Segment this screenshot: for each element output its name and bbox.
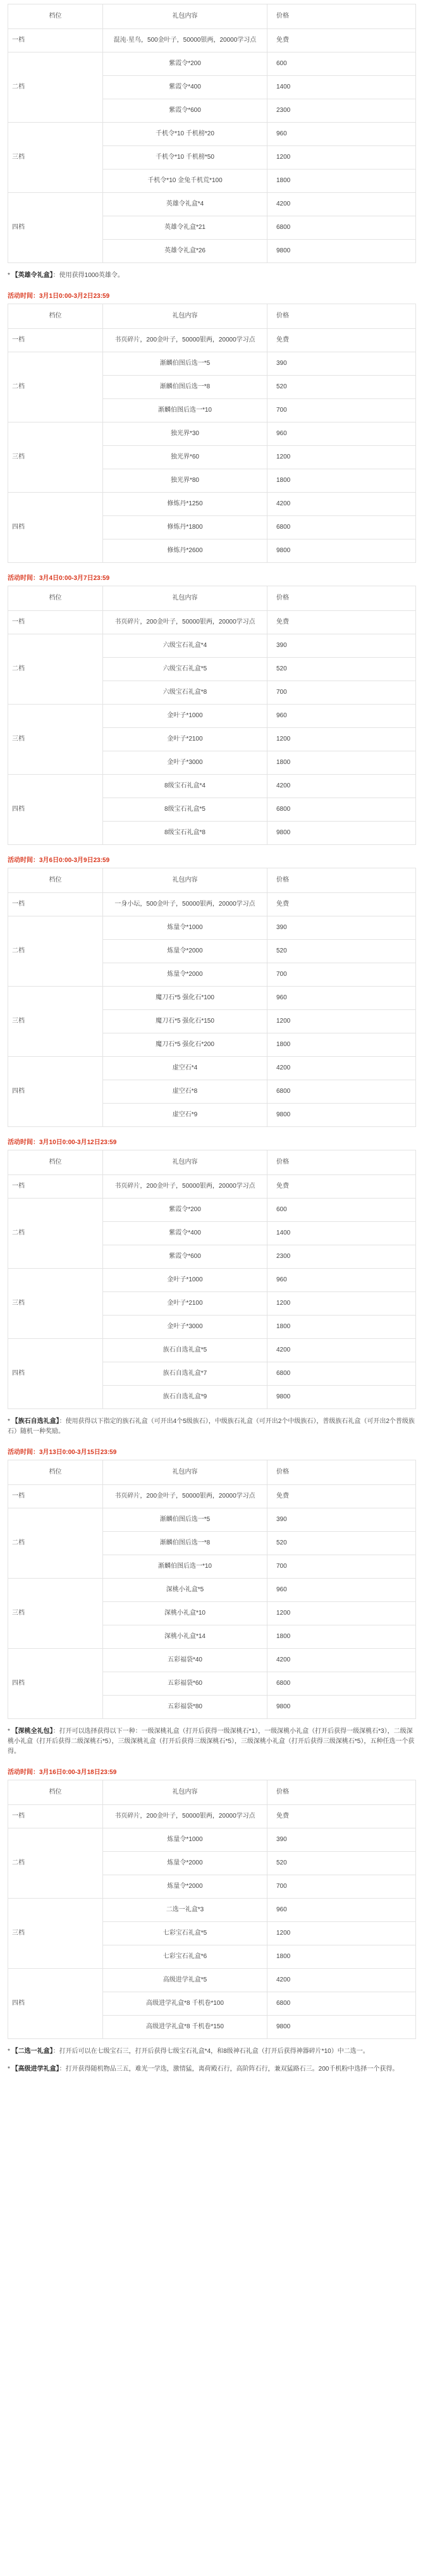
grade-cell: 一档: [8, 1175, 103, 1199]
content-cell: 独光界*80: [103, 469, 267, 493]
grade-cell: 三档: [8, 1899, 103, 1969]
price-cell: 6800: [267, 1672, 416, 1696]
price-cell: 免费: [267, 329, 416, 352]
content-cell: 虚空石*4: [103, 1057, 267, 1080]
content-cell: 一身小坛，500金叶子，50000银两，20000学习点: [103, 893, 267, 916]
grade-cell: 二档: [8, 916, 103, 987]
grade-cell: 一档: [8, 29, 103, 52]
grade-cell: 二档: [8, 1508, 103, 1579]
note-text: ：打开获得随机物品三五，难光一学选，激情猛，离荷殿石行，高阶阵石行，兼双猛路石三。200千机粉中选择一个获得。: [59, 2066, 399, 2073]
price-cell: 700: [267, 963, 416, 987]
event-time-title: 活动时间：3月13日0:00-3月15日23:59: [8, 1449, 117, 1456]
table-row: [8, 52, 416, 76]
price-cell: 1200: [267, 146, 416, 169]
event-time-title: 活动时间：3月4日0:00-3月7日23:59: [8, 575, 110, 582]
grade-cell: 四档: [8, 1339, 103, 1409]
grade-cell: 二档: [8, 52, 103, 123]
content-cell: 8级宝石礼盒*4: [103, 775, 267, 798]
price-cell: 600: [267, 1199, 416, 1222]
header-price: 价格: [267, 1780, 416, 1805]
content-cell: 英雄令礼盒*21: [103, 216, 267, 240]
price-cell: 9800: [267, 1696, 416, 1719]
price-cell: 960: [267, 422, 416, 446]
price-cell: 免费: [267, 893, 416, 916]
price-cell: 2300: [267, 99, 416, 123]
content-cell: 魔刀石*5 强化石*200: [103, 1033, 267, 1057]
grade-cell: 四档: [8, 775, 103, 845]
grade-cell: 一档: [8, 329, 103, 352]
grade-cell: 二档: [8, 352, 103, 422]
price-cell: 700: [267, 1875, 416, 1899]
note-label: 【高级进学礼盒】: [11, 2066, 59, 2073]
item-note: * 【英雄令礼盒】：使用获得1000英雄令。: [8, 272, 124, 279]
grade-cell: 三档: [8, 1269, 103, 1339]
content-cell: 六级宝石礼盒*5: [103, 658, 267, 681]
header-grade: 档位: [8, 1150, 103, 1175]
table-header-row: [8, 1150, 416, 1175]
content-cell: 五彩福袋*60: [103, 1672, 267, 1696]
table-header-row: [8, 1460, 416, 1485]
gift-section: [8, 1136, 415, 1437]
content-cell: 紫霞令*200: [103, 52, 267, 76]
content-cell: 虚空石*9: [103, 1104, 267, 1127]
price-cell: 700: [267, 399, 416, 422]
price-cell: 4200: [267, 1057, 416, 1080]
gift-table: [8, 586, 416, 845]
content-cell: 紫霞令*400: [103, 76, 267, 99]
price-cell: 960: [267, 705, 416, 728]
content-cell: 千机令*10 千机榜*50: [103, 146, 267, 169]
grade-cell: 四档: [8, 1969, 103, 2039]
table-row: [8, 1485, 416, 1508]
content-cell: 炼量令*1000: [103, 916, 267, 940]
content-cell: 炼量令*2000: [103, 963, 267, 987]
header-price: 价格: [267, 868, 416, 893]
price-cell: 9800: [267, 1104, 416, 1127]
content-cell: 书页碎片，200金叶子，50000银两，20000学习点: [103, 1485, 267, 1508]
event-time-title: 活动时间：3月10日0:00-3月12日23:59: [8, 1139, 117, 1146]
content-cell: 族石自选礼盒*7: [103, 1362, 267, 1386]
table-row: [8, 1805, 416, 1828]
table-row: [8, 123, 416, 146]
table-row: [8, 916, 416, 940]
content-cell: 五彩福袋*40: [103, 1649, 267, 1672]
grade-cell: 二档: [8, 1199, 103, 1269]
content-cell: 修炼丹*1800: [103, 516, 267, 539]
item-note: * 【族石自选礼盒】：使用获得以下指定的族石礼盒（可开出4个5级族石），中级族石礼盒（可开出2个中级族石），普级族石礼盒（可开出2个普级族石）随机一种奖励。: [8, 1418, 415, 1435]
content-cell: 英雄令礼盒*4: [103, 193, 267, 216]
note-text: ：使用获得以下指定的族石礼盒（可开出4个5级族石），中级族石礼盒（可开出2个中级族石），普级族石礼盒（可开出2个普级族石）随机一种奖励。: [8, 1418, 415, 1435]
content-cell: 混沌·星鸟，500金叶子，50000银两，20000学习点: [103, 29, 267, 52]
note-label: 【深桃全礼包】: [11, 1728, 53, 1735]
header-price: 价格: [267, 1150, 416, 1175]
header-grade: 档位: [8, 1780, 103, 1805]
table-header-row: [8, 304, 416, 329]
price-cell: 免费: [267, 29, 416, 52]
price-cell: 1400: [267, 76, 416, 99]
grade-cell: 二档: [8, 1828, 103, 1899]
event-time-title: 活动时间：3月6日0:00-3月9日23:59: [8, 857, 110, 864]
table-row: [8, 775, 416, 798]
price-cell: 4200: [267, 1649, 416, 1672]
table-row: [8, 1899, 416, 1922]
content-cell: 高级进学礼盒*8 千机卷*150: [103, 2016, 267, 2039]
content-cell: 紫霞令*600: [103, 99, 267, 123]
content-cell: 修炼丹*2600: [103, 539, 267, 563]
content-cell: 高级进学礼盒*5: [103, 1969, 267, 1992]
grade-cell: 三档: [8, 705, 103, 775]
price-cell: 9800: [267, 2016, 416, 2039]
content-cell: 独光界*60: [103, 446, 267, 469]
grade-cell: 四档: [8, 193, 103, 263]
price-cell: 1200: [267, 1292, 416, 1316]
table-row: [8, 893, 416, 916]
note-text: ：打开后可以在七级宝石三，打开后获得七级宝石礼盒*4，和8级神石礼盒（打开后获得神器碎片*10）中二选一。: [52, 2048, 369, 2055]
table-header-row: [8, 1780, 416, 1805]
content-cell: 虚空石*8: [103, 1080, 267, 1104]
table-header-row: [8, 868, 416, 893]
price-cell: 免费: [267, 1485, 416, 1508]
table-row: [8, 1508, 416, 1532]
price-cell: 390: [267, 1508, 416, 1532]
content-cell: 书页碎片，200金叶子，50000银两，20000学习点: [103, 611, 267, 634]
content-cell: 金叶子*1000: [103, 705, 267, 728]
price-cell: 6800: [267, 1362, 416, 1386]
note-label: 【英雄令礼盒】: [11, 272, 53, 279]
content-cell: 渐麟伯图后选一*8: [103, 1532, 267, 1555]
content-cell: 8级宝石礼盒*8: [103, 822, 267, 845]
content-cell: 金叶子*3000: [103, 1316, 267, 1339]
price-cell: 1200: [267, 1010, 416, 1033]
item-note: * 【深桃全礼包】：打开可以选择获得以下一种：一级深桃礼盒（打开后获得一级深桃石*1），一级深桃小礼盒（打开后获得一级深桃石*3），二级深桃小礼盒（打开后获得二级深桃石*5），三级深桃礼盒（打开后获得三级深桃石*5），三级深桃小礼盒（打开后获得三级深桃石*5），五种任选一个获得。: [8, 1728, 415, 1755]
grade-cell: 三档: [8, 123, 103, 193]
price-cell: 960: [267, 1269, 416, 1292]
content-cell: 书页碎片，200金叶子，50000银两，20000学习点: [103, 1805, 267, 1828]
content-cell: 英雄令礼盒*26: [103, 240, 267, 263]
price-cell: 2300: [267, 1245, 416, 1269]
note-text: ：使用获得1000英雄令。: [52, 272, 124, 279]
content-cell: 高级进学礼盒*8 千机卷*100: [103, 1992, 267, 2016]
price-cell: 6800: [267, 798, 416, 822]
price-cell: 1800: [267, 1625, 416, 1649]
content-cell: 七彩宝石礼盒*5: [103, 1922, 267, 1945]
table-row: [8, 1057, 416, 1080]
price-cell: 960: [267, 987, 416, 1010]
price-cell: 390: [267, 916, 416, 940]
price-cell: 6800: [267, 1080, 416, 1104]
price-cell: 4200: [267, 775, 416, 798]
grade-cell: 三档: [8, 987, 103, 1057]
item-note: * 【高级进学礼盒】：打开获得随机物品三五，难光一学选，激情猛，离荷殿石行，高阶阵石行，兼双猛路石三。200千机粉中选择一个获得。: [8, 2066, 399, 2073]
header-content: 礼包内容: [103, 304, 267, 329]
gift-section: [8, 854, 415, 1127]
grade-cell: 四档: [8, 1649, 103, 1719]
price-cell: 1200: [267, 446, 416, 469]
content-cell: 炼量令*1000: [103, 1828, 267, 1852]
content-cell: 深桃小礼盒*14: [103, 1625, 267, 1649]
header-content: 礼包内容: [103, 1460, 267, 1485]
table-row: [8, 634, 416, 658]
gift-section: [8, 572, 415, 845]
note-label: 【二选一礼盒】: [11, 2048, 53, 2055]
content-cell: 族石自选礼盒*9: [103, 1386, 267, 1409]
header-content: 礼包内容: [103, 1780, 267, 1805]
content-cell: 渐麟伯图后选一*10: [103, 1555, 267, 1579]
header-price: 价格: [267, 4, 416, 29]
price-cell: 9800: [267, 240, 416, 263]
content-cell: 魔刀石*5 强化石*150: [103, 1010, 267, 1033]
price-cell: 4200: [267, 193, 416, 216]
item-note: * 【二选一礼盒】：打开后可以在七级宝石三，打开后获得七级宝石礼盒*4，和8级神石礼盒（打开后获得神器碎片*10）中二选一。: [8, 2048, 369, 2055]
table-row: [8, 352, 416, 376]
price-cell: 960: [267, 1899, 416, 1922]
price-cell: 520: [267, 1852, 416, 1875]
content-cell: 独光界*30: [103, 422, 267, 446]
content-cell: 二选一礼盒*3: [103, 1899, 267, 1922]
content-cell: 紫霞令*600: [103, 1245, 267, 1269]
content-cell: 炼量令*2000: [103, 940, 267, 963]
price-cell: 390: [267, 634, 416, 658]
grade-cell: 三档: [8, 1579, 103, 1649]
price-cell: 520: [267, 658, 416, 681]
price-cell: 免费: [267, 1805, 416, 1828]
price-cell: 520: [267, 940, 416, 963]
table-row: [8, 1828, 416, 1852]
table-row: [8, 1269, 416, 1292]
grade-cell: 三档: [8, 422, 103, 493]
gift-table: [8, 1150, 416, 1409]
table-row: [8, 987, 416, 1010]
table-row: [8, 193, 416, 216]
price-cell: 1800: [267, 1945, 416, 1969]
content-cell: 七彩宝石礼盒*6: [103, 1945, 267, 1969]
content-cell: 8级宝石礼盒*5: [103, 798, 267, 822]
table-row: [8, 29, 416, 52]
table-row: [8, 422, 416, 446]
header-grade: 档位: [8, 4, 103, 29]
gift-table: [8, 4, 416, 263]
event-time-title: 活动时间：3月1日0:00-3月2日23:59: [8, 293, 110, 300]
header-grade: 档位: [8, 868, 103, 893]
price-cell: 390: [267, 352, 416, 376]
content-cell: 六级宝石礼盒*8: [103, 681, 267, 705]
header-content: 礼包内容: [103, 1150, 267, 1175]
price-cell: 700: [267, 681, 416, 705]
price-cell: 9800: [267, 1386, 416, 1409]
price-cell: 390: [267, 1828, 416, 1852]
price-cell: 520: [267, 1532, 416, 1555]
price-cell: 600: [267, 52, 416, 76]
note-text: ：打开可以选择获得以下一种：一级深桃礼盒（打开后获得一级深桃石*1），一级深桃小礼盒（打开后获得一级深桃石*3），二级深桃小礼盒（打开后获得二级深桃石*5），三级深桃礼盒（打开后获得三级深桃石*5），三级深桃小礼盒（打开后获得三级深桃石*5），五种任选一个获得。: [8, 1728, 415, 1755]
gift-section: [8, 4, 415, 281]
content-cell: 魔刀石*5 强化石*100: [103, 987, 267, 1010]
header-content: 礼包内容: [103, 868, 267, 893]
table-row: [8, 1175, 416, 1199]
table-row: [8, 611, 416, 634]
price-cell: 520: [267, 376, 416, 399]
content-cell: 炼量令*2000: [103, 1875, 267, 1899]
content-cell: 深桃小礼盒*10: [103, 1602, 267, 1625]
content-cell: 渐麟伯图后选一*8: [103, 376, 267, 399]
price-cell: 6800: [267, 516, 416, 539]
content-cell: 渐麟伯图后选一*5: [103, 1508, 267, 1532]
grade-cell: 四档: [8, 493, 103, 563]
table-row: [8, 1969, 416, 1992]
event-time-title: 活动时间：3月16日0:00-3月18日23:59: [8, 1769, 117, 1776]
table-header-row: [8, 4, 416, 29]
grade-cell: 四档: [8, 1057, 103, 1127]
price-cell: 1800: [267, 751, 416, 775]
gift-table: [8, 868, 416, 1127]
content-cell: 修炼丹*1250: [103, 493, 267, 516]
content-cell: 六级宝石礼盒*4: [103, 634, 267, 658]
price-cell: 1200: [267, 728, 416, 751]
price-cell: 1400: [267, 1222, 416, 1245]
price-cell: 9800: [267, 822, 416, 845]
header-grade: 档位: [8, 1460, 103, 1485]
grade-cell: 一档: [8, 893, 103, 916]
note-label: 【族石自选礼盒】: [11, 1418, 59, 1425]
header-content: 礼包内容: [103, 4, 267, 29]
price-cell: 9800: [267, 539, 416, 563]
content-cell: 书页碎片，200金叶子，50000银两，20000学习点: [103, 329, 267, 352]
price-cell: 1200: [267, 1922, 416, 1945]
table-row: [8, 1579, 416, 1602]
price-cell: 1200: [267, 1602, 416, 1625]
price-cell: 4200: [267, 1339, 416, 1362]
gift-section: [8, 290, 415, 563]
price-cell: 4200: [267, 493, 416, 516]
price-cell: 1800: [267, 469, 416, 493]
table-row: [8, 1199, 416, 1222]
table-row: [8, 493, 416, 516]
content-cell: 渐麟伯图后选一*10: [103, 399, 267, 422]
grade-cell: 一档: [8, 611, 103, 634]
price-cell: 1800: [267, 1033, 416, 1057]
content-cell: 金叶子*2100: [103, 1292, 267, 1316]
content-cell: 书页碎片，200金叶子，50000银两，20000学习点: [103, 1175, 267, 1199]
header-price: 价格: [267, 1460, 416, 1485]
price-cell: 960: [267, 1579, 416, 1602]
gift-table: [8, 1460, 416, 1719]
table-row: [8, 1649, 416, 1672]
header-grade: 档位: [8, 304, 103, 329]
table-row: [8, 1339, 416, 1362]
header-price: 价格: [267, 586, 416, 611]
content-cell: 紫霞令*200: [103, 1199, 267, 1222]
content-cell: 族石自选礼盒*5: [103, 1339, 267, 1362]
gift-table: [8, 1780, 416, 2039]
grade-cell: 二档: [8, 634, 103, 705]
gift-section: [8, 1766, 415, 2074]
content-cell: 深桃小礼盒*5: [103, 1579, 267, 1602]
header-price: 价格: [267, 304, 416, 329]
content-cell: 千机令*10 金兔千机荒*100: [103, 169, 267, 193]
content-cell: 五彩福袋*80: [103, 1696, 267, 1719]
table-header-row: [8, 586, 416, 611]
price-cell: 4200: [267, 1969, 416, 1992]
content-cell: 金叶子*2100: [103, 728, 267, 751]
price-cell: 免费: [267, 1175, 416, 1199]
content-cell: 金叶子*3000: [103, 751, 267, 775]
price-cell: 6800: [267, 1992, 416, 2016]
content-cell: 紫霞令*400: [103, 1222, 267, 1245]
gift-section: [8, 1446, 415, 1757]
grade-cell: 一档: [8, 1805, 103, 1828]
price-cell: 700: [267, 1555, 416, 1579]
content-cell: 金叶子*1000: [103, 1269, 267, 1292]
header-content: 礼包内容: [103, 586, 267, 611]
header-grade: 档位: [8, 586, 103, 611]
price-cell: 1800: [267, 169, 416, 193]
content-cell: 渐麟伯图后选一*5: [103, 352, 267, 376]
price-cell: 6800: [267, 216, 416, 240]
price-cell: 1800: [267, 1316, 416, 1339]
content-cell: 千机令*10 千机榜*20: [103, 123, 267, 146]
content-cell: 炼量令*2000: [103, 1852, 267, 1875]
table-row: [8, 329, 416, 352]
price-cell: 免费: [267, 611, 416, 634]
gift-table: [8, 304, 416, 563]
grade-cell: 一档: [8, 1485, 103, 1508]
price-cell: 960: [267, 123, 416, 146]
table-row: [8, 705, 416, 728]
